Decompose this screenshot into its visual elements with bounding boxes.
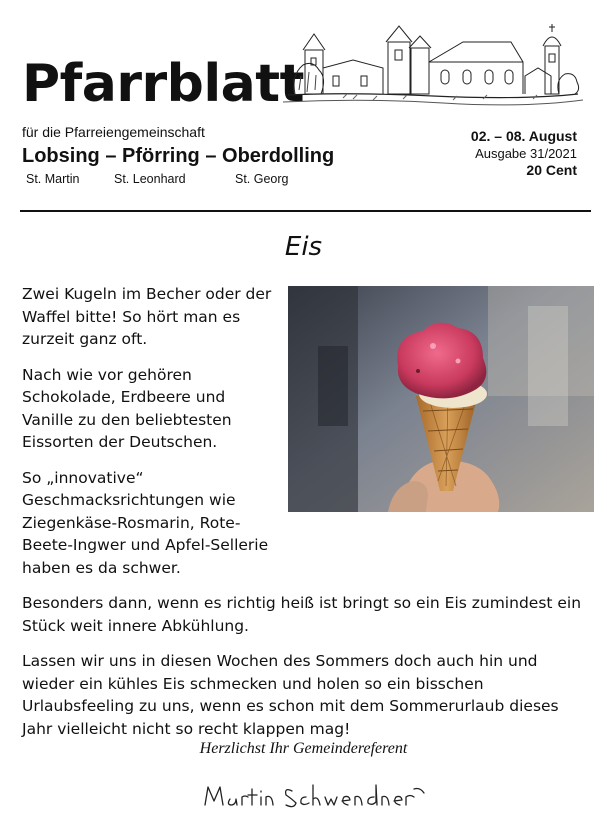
masthead-subtitle: für die Pfarreiengemeinschaft — [22, 124, 205, 140]
issue-number: Ausgabe 31/2021 — [475, 146, 577, 161]
parish-saints — [26, 172, 289, 186]
issue-date: 02. – 08. August — [470, 128, 577, 144]
saint-martin: St. Martin — [26, 172, 80, 186]
article-paragraph-4: Besonders dann, wenn es richtig heiß ist bringt so ein Eis zumindest ein Stück weit innere Abkühlung. — [22, 594, 582, 635]
article-body — [22, 283, 592, 753]
parish-names: Lobsing – Pförring – Oberdolling — [22, 145, 335, 167]
closing-greeting: Herzlichst Ihr Gemeindereferent — [199, 740, 408, 757]
issue-price: 20 Cent — [526, 162, 577, 178]
article-paragraph-1: Zwei Kugeln im Becher oder der Waffel bitte! So hört man es zurzeit ganz oft. — [22, 285, 272, 348]
masthead-title: Pfarrblatt — [22, 54, 304, 114]
issue-meta — [471, 128, 577, 178]
signature-handwriting — [200, 775, 430, 815]
article-paragraph-3: So „innovative“ Geschmacksrichtungen wie Ziegenkäse-Rosmarin, Rote-Beete-Ingwer und Apfel-Sellerie haben es da schwer. — [22, 468, 269, 577]
article-paragraph-5: Lassen wir uns in diesen Wochen des Sommers doch auch hin und wieder ein kühles Eis schmecken und holen so ein bisschen Urlaubsfeeling zu uns, wenn es schon mit dem Sommerurlaub dieses Jahr vielleicht nicht so recht klappen mag! — [22, 652, 559, 738]
article-headline: Eis — [284, 232, 323, 262]
article-paragraph-2: Nach wie vor gehören Schokolade, Erdbeere und Vanille zu den beliebtesten Eissorten der Deutschen. — [22, 365, 232, 451]
saint-leonhard: St. Leonhard — [114, 172, 186, 186]
header-divider — [20, 210, 591, 212]
saint-georg: St. Georg — [235, 172, 289, 186]
church-sketch-icon — [283, 20, 583, 110]
